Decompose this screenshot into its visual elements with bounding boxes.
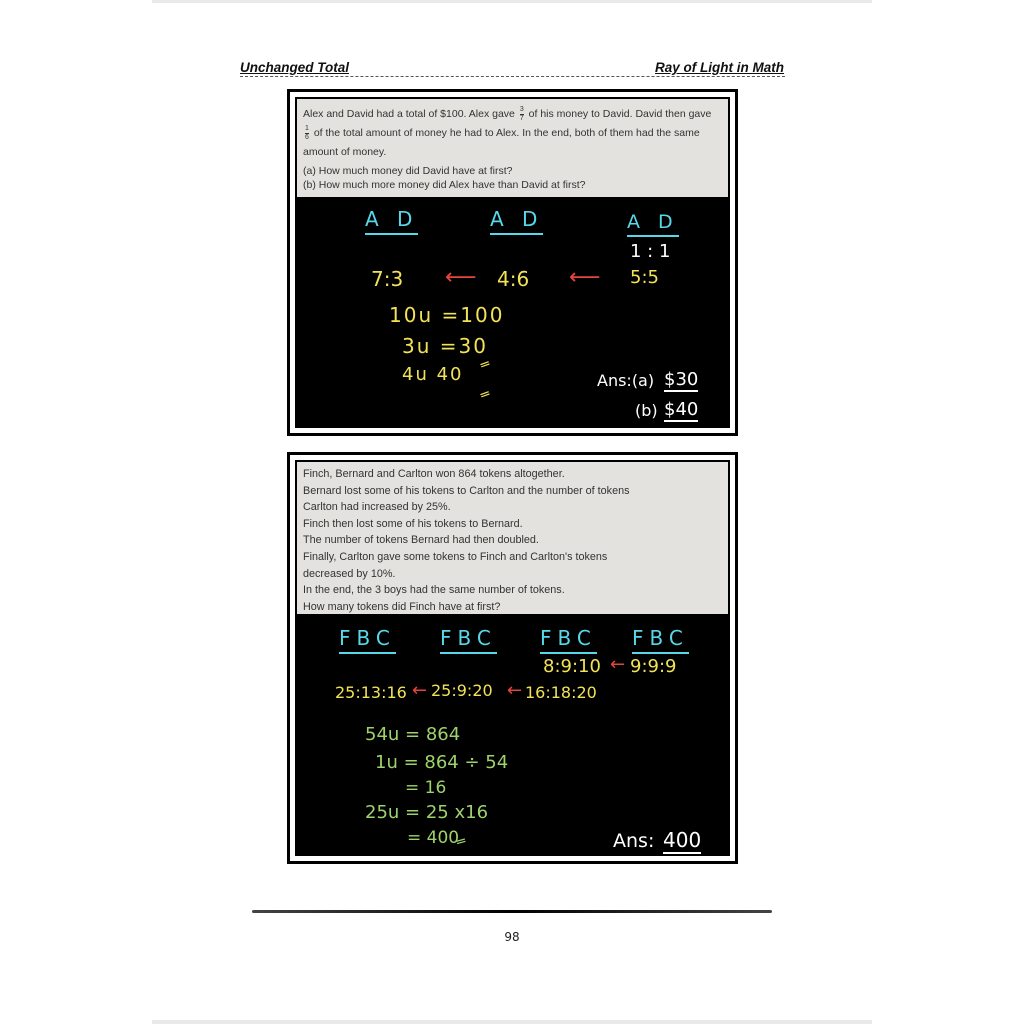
frac1-denominator: 7 <box>519 114 524 122</box>
red-arrow-icon: ← <box>507 680 523 701</box>
problem2-line: How many tokens did Finch have at first? <box>303 600 501 613</box>
problem1-text-b: of his money to David. David then gave <box>528 108 712 120</box>
board2-ratio-2b: 16:18:20 <box>525 683 597 702</box>
board2-ratio-2: 25:9:20 <box>431 681 493 700</box>
red-arrow-icon: ⟵ <box>445 265 477 290</box>
problem2-line: In the end, the 3 boys had the same number of tokens. <box>303 584 565 597</box>
board1-answer-label: Ans:(a) <box>597 371 655 390</box>
double-underline-mark: ═ <box>478 386 492 404</box>
board1-answer-b-label: (b) <box>635 401 658 420</box>
problem2-line: Finch, Bernard and Carlton won 864 tokens altogether. <box>303 468 565 480</box>
frac2-denominator: 6 <box>305 133 309 141</box>
red-arrow-icon: ⟵ <box>569 265 601 290</box>
board1-label-1: A D <box>365 207 418 235</box>
board2-line-5: = 400 <box>407 828 460 848</box>
board2-answer-label: Ans: <box>613 830 655 852</box>
fraction-one-sixth <box>305 125 309 142</box>
board1-line-2: 3u =30 <box>402 334 488 358</box>
board2-ratio-1: 25:13:16 <box>335 683 407 702</box>
board1-ratio-end: 1 : 1 <box>630 241 671 262</box>
problem1-question <box>297 99 728 197</box>
page-number: 98 <box>504 930 520 944</box>
problem2-line: Bernard lost some of his tokens to Carlton and the number of tokens <box>303 484 630 497</box>
header-rule <box>240 76 785 77</box>
frac1-numerator: 3 <box>519 105 524 113</box>
page-top-edge <box>152 0 872 3</box>
board2-answer: 400 <box>663 828 702 852</box>
red-arrow-icon: ← <box>610 654 626 675</box>
fraction-three-sevenths <box>520 106 524 123</box>
board1-line-1: 10u =100 <box>389 303 505 327</box>
board1-answer-b: $40 <box>664 399 699 420</box>
double-underline-mark: ═ <box>455 833 468 851</box>
board1-ratio-1: 7:3 <box>371 267 404 291</box>
problem2-line: Carlton had increased by 25%. <box>303 501 451 514</box>
frac2-numerator: 1 <box>305 124 309 132</box>
problem2-line: Finch then lost some of his tokens to Bernard. <box>303 517 523 530</box>
problem1-panel <box>287 89 738 436</box>
double-underline-mark: ═ <box>478 356 492 374</box>
header-chapter-title: Unchanged Total <box>240 60 350 75</box>
board2-line-4: 25u = 25 x16 <box>365 802 489 823</box>
header-book-title: Ray of Light in Math <box>655 60 784 75</box>
board2-label-1: FBC <box>339 626 396 654</box>
board1-ratio-2: 4:6 <box>497 267 530 291</box>
board2-label-2: FBC <box>440 626 497 654</box>
problem1-statement <box>303 105 720 162</box>
page-bottom-edge <box>152 1020 872 1024</box>
problem2-line: The number of tokens Bernard had then doubled. <box>303 534 539 547</box>
problem2-line: decreased by 10%. <box>303 567 396 580</box>
problem2-question <box>297 462 728 614</box>
problem1-q-b: (b) How much more money did Alex have than David at first? <box>303 179 586 191</box>
board2-line-2: 1u = 864 ÷ 54 <box>375 752 509 773</box>
problem1-text-a: Alex and David had a total of $100. Alex gave <box>303 108 515 120</box>
footer-separator <box>252 910 772 913</box>
problem1-text-c: of the total amount of money he had to Alex. In the end, both of them had the same amount of money. <box>303 127 700 158</box>
board2-line-1: 54u = 864 <box>365 724 461 745</box>
board1-answer-a: $30 <box>664 369 699 390</box>
board1-label-3: A D <box>627 211 679 237</box>
board1-line-3: 4u 40 <box>402 364 464 385</box>
board2-ratio-3: 8:9:10 <box>543 656 601 677</box>
problem2-panel <box>287 452 738 864</box>
red-arrow-icon: ← <box>412 680 428 701</box>
problem2-line: Finally, Carlton gave some tokens to Finch and Carlton's tokens <box>303 550 608 563</box>
board1-label-2: A D <box>490 207 543 235</box>
problem1-q-a: (a) How much money did David have at first? <box>303 165 513 177</box>
board1-ratio-3: 5:5 <box>630 267 659 288</box>
board2-label-4: FBC <box>632 626 689 654</box>
board2-line-3: = 16 <box>405 778 447 798</box>
problem1-board <box>295 97 730 428</box>
board2-ratio-4: 9:9:9 <box>630 656 677 677</box>
problem2-board <box>295 460 730 856</box>
board2-label-3: FBC <box>540 626 597 654</box>
